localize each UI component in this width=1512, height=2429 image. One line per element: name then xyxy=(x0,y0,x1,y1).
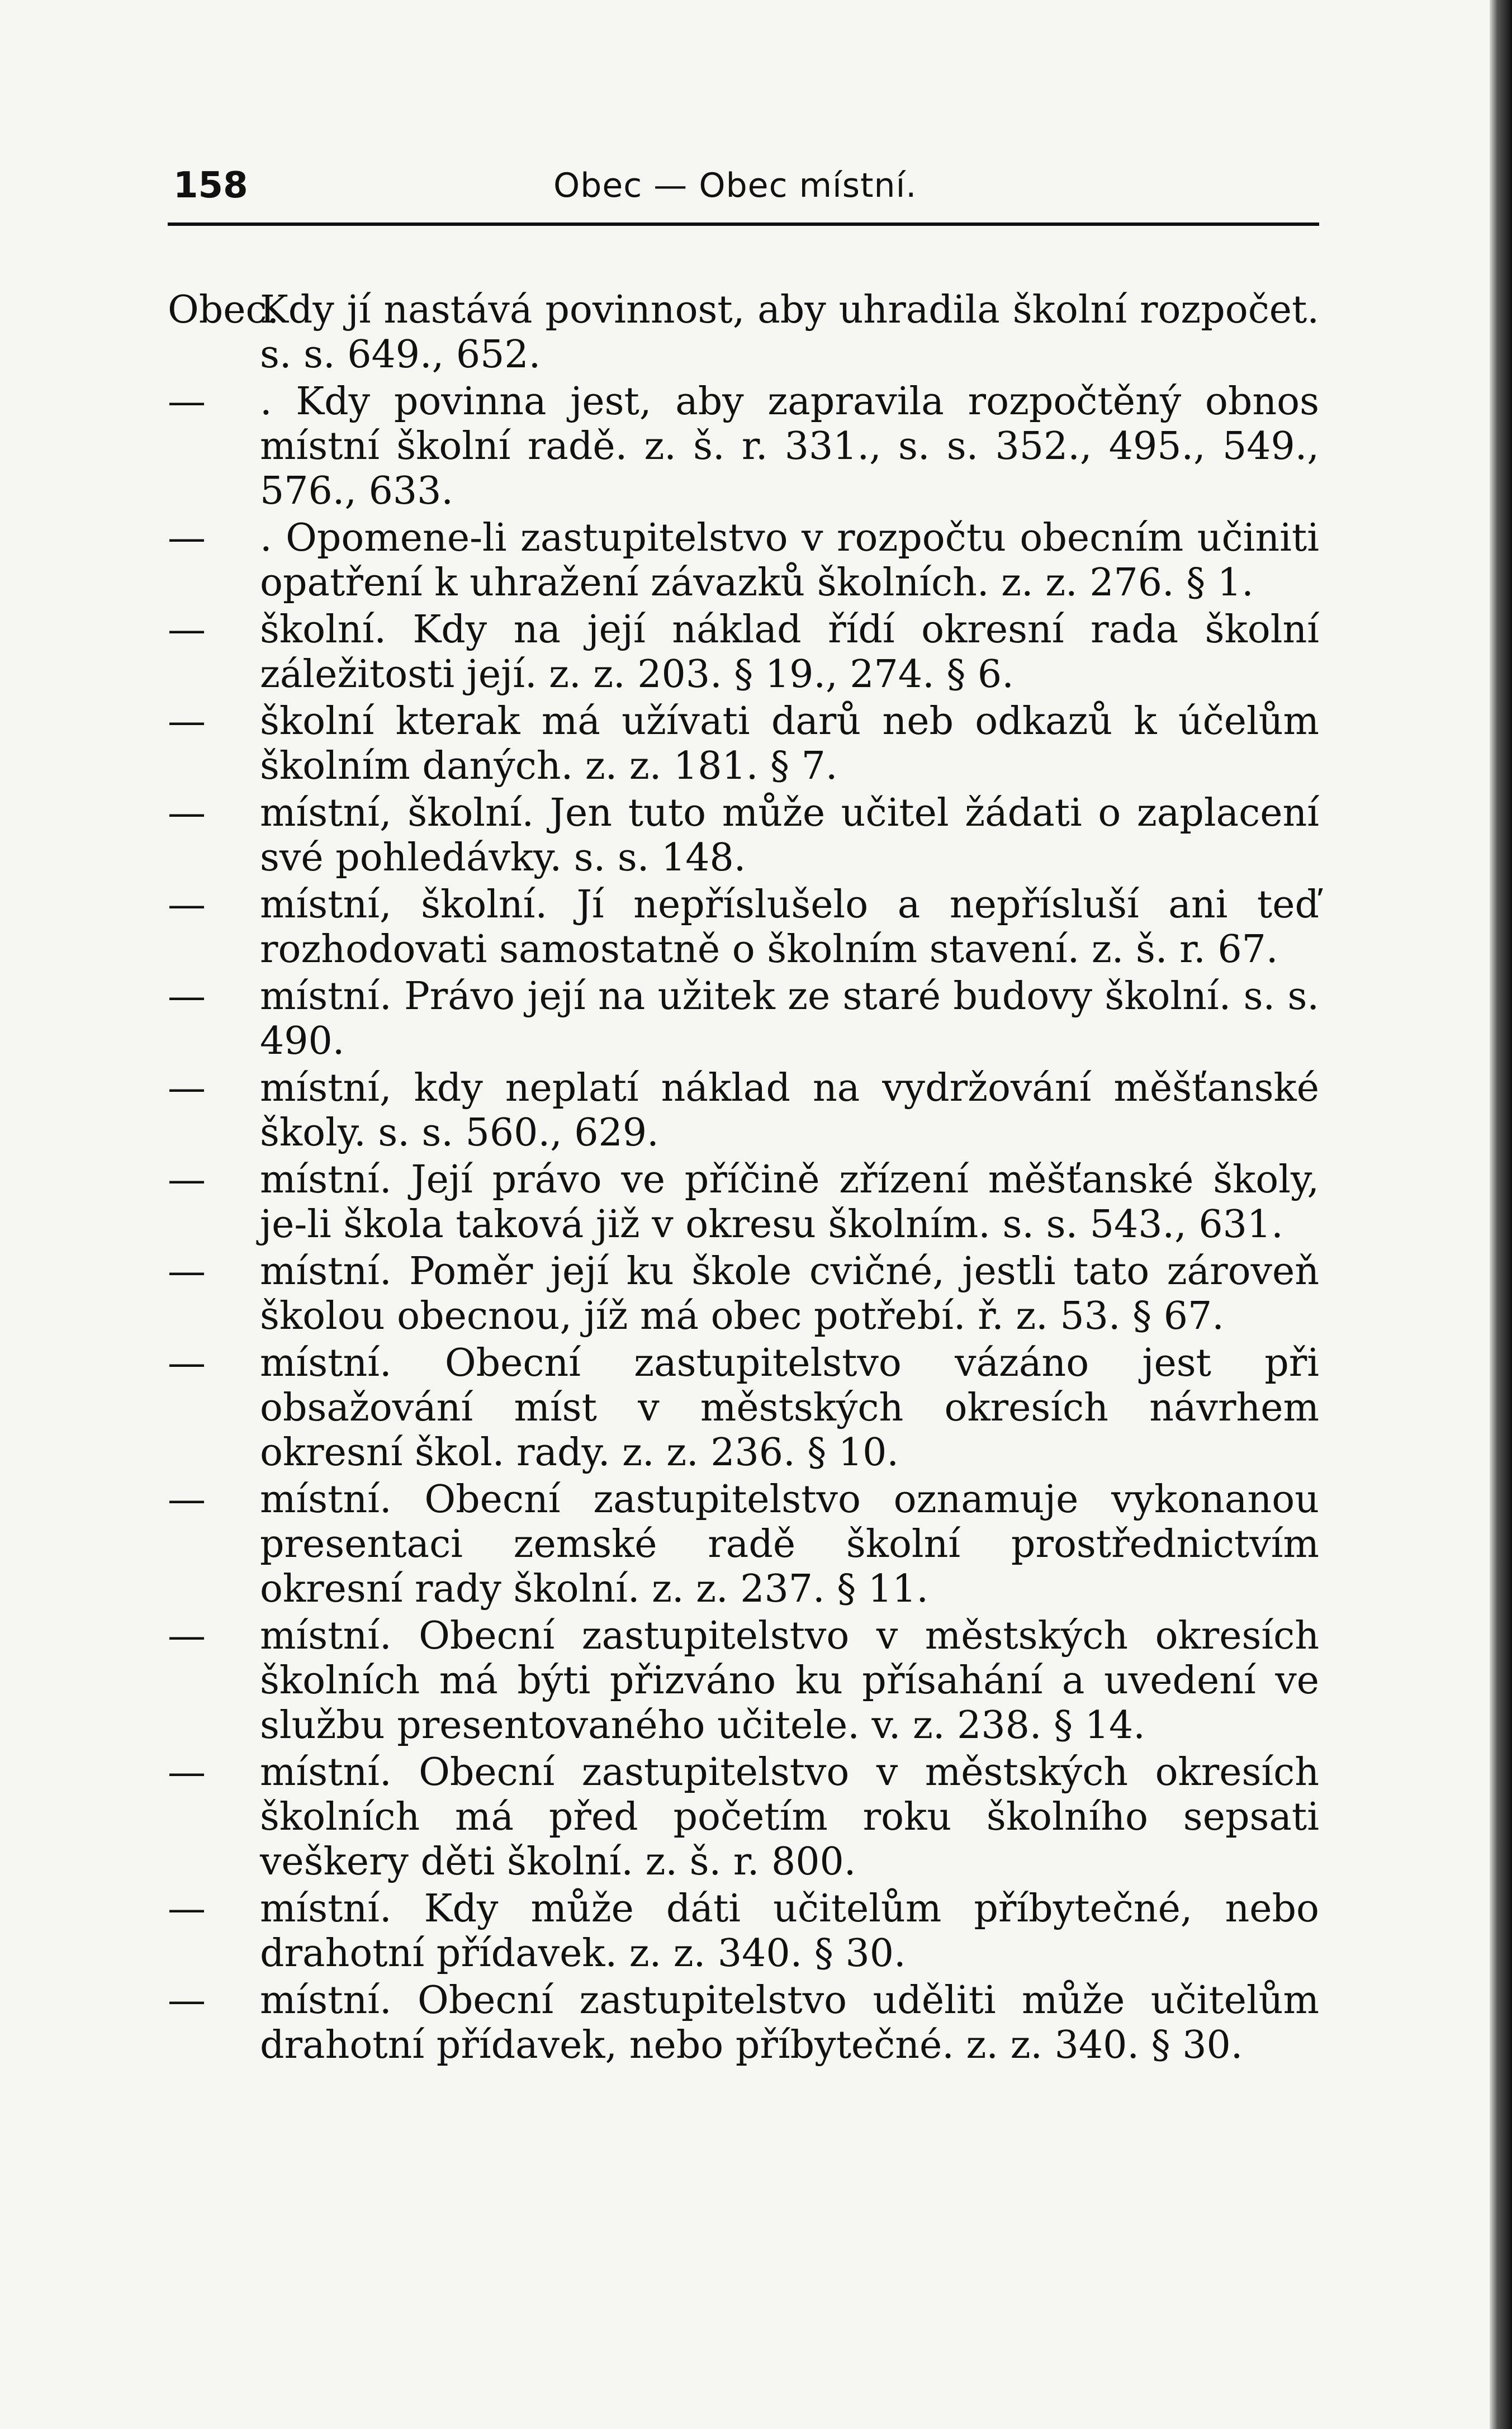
entry-text: místní. Kdy může dáti učitelům příbytečné, nebo drahotní přídavek. z. z. 340. § 30. xyxy=(260,1887,1319,1976)
entry-lead: — xyxy=(168,1750,206,1794)
entry-lead: — xyxy=(168,1158,206,1202)
index-entry xyxy=(168,1614,1319,1748)
index-entry xyxy=(168,1158,1319,1247)
index-entry xyxy=(168,288,1319,377)
binding-edge xyxy=(1490,0,1512,2429)
entry-text: místní. Právo její na užitek ze staré budovy školní. s. s. 490. xyxy=(260,974,1319,1063)
entry-lead: — xyxy=(168,516,206,560)
index-entry xyxy=(168,516,1319,605)
entry-text: školní. Kdy na její náklad řídí okresní rada školní záležitosti její. z. z. 203. § 19., 274. § 6. xyxy=(260,608,1319,697)
index-entry xyxy=(168,380,1319,514)
entry-text: místní. Obecní zastupitelstvo vázáno jest při obsažování míst v městských okresích návrhem okresní škol. rady. z. z. 236. § 10. xyxy=(260,1341,1319,1475)
entry-text: školní kterak má užívati darů neb odkazů k účelům školním daných. z. z. 181. § 7. xyxy=(260,699,1319,788)
entry-text: . Kdy povinna jest, aby zapravila rozpočtěný obnos místní školní radě. z. š. r. 331., s. s. 352., 495., 549., 576., 633. xyxy=(260,380,1319,513)
entry-lead: — xyxy=(168,1066,206,1110)
entry-text: místní. Poměr její ku škole cvičné, jestli tato zároveň školou obecnou, jíž má obec potřebí. ř. z. 53. § 67. xyxy=(260,1249,1319,1338)
entry-text: místní. Obecní zastupitelstvo v městských okresích školních má býti přizváno ku přísahání a uvedení ve službu presentovaného učitele. v. z. 238. § 14. xyxy=(260,1614,1319,1748)
entry-text: místní. Obecní zastupitelstvo uděliti může učitelům drahotní přídavek, nebo příbytečné. z. z. 340. § 30. xyxy=(260,1978,1319,2067)
entry-text: Kdy jí nastává povinnost, aby uhradila školní rozpočet. s. s. 649., 652. xyxy=(260,288,1319,377)
index-entry xyxy=(168,974,1319,1064)
entry-lead: — xyxy=(168,608,206,652)
entry-lead: — xyxy=(168,380,206,424)
index-entry xyxy=(168,1249,1319,1339)
entry-lead: — xyxy=(168,1978,206,2023)
entry-text: místní. Obecní zastupitelstvo oznamuje vykonanou presentaci zemské radě školní prostřednictvím okresní rady školní. z. z. 237. § 11. xyxy=(260,1478,1319,1611)
entry-lead: Obec. xyxy=(168,288,279,332)
entry-lead: — xyxy=(168,1614,206,1658)
page-number: 158 xyxy=(173,165,248,206)
entry-text: místní. Obecní zastupitelstvo v městských okresích školních má před početím roku školního sepsati veškery děti školní. z. š. r. 800. xyxy=(260,1750,1319,1884)
entry-text: . Opomene-li zastupitelstvo v rozpočtu obecním učiniti opatření k uhražení závazků školních. z. z. 276. § 1. xyxy=(260,516,1319,605)
entry-text: místní. Její právo ve příčině zřízení měšťanské školy, je-li škola taková již v okresu školním. s. s. 543., 631. xyxy=(260,1158,1319,1247)
running-head: Obec — Obec místní. xyxy=(553,166,917,205)
entry-lead: — xyxy=(168,1887,206,1931)
entry-lead: — xyxy=(168,974,206,1019)
entry-lead: — xyxy=(168,699,206,744)
entry-text: místní, školní. Jen tuto může učitel žádati o zaplacení své pohledávky. s. s. 148. xyxy=(260,791,1319,880)
index-entry xyxy=(168,1750,1319,1885)
index-entry xyxy=(168,883,1319,972)
entry-text: místní, školní. Jí nepříslušelo a nepřísluší ani teď rozhodovati samostatně o školním stavení. z. š. r. 67. xyxy=(260,883,1319,972)
index-entry xyxy=(168,1478,1319,1612)
index-entry xyxy=(168,1887,1319,1976)
index-entry xyxy=(168,1066,1319,1156)
index-entry xyxy=(168,1978,1319,2068)
entry-lead: — xyxy=(168,1249,206,1294)
index-entries xyxy=(168,288,1319,2070)
header-rule xyxy=(168,222,1319,226)
page-header xyxy=(168,165,1319,226)
entry-lead: — xyxy=(168,791,206,835)
index-entry xyxy=(168,608,1319,697)
entry-text: místní, kdy neplatí náklad na vydržování měšťanské školy. s. s. 560., 629. xyxy=(260,1066,1319,1155)
index-entry xyxy=(168,1341,1319,1475)
entry-lead: — xyxy=(168,883,206,927)
entry-lead: — xyxy=(168,1478,206,1522)
index-entry xyxy=(168,791,1319,880)
entry-lead: — xyxy=(168,1341,206,1385)
index-entry xyxy=(168,699,1319,789)
